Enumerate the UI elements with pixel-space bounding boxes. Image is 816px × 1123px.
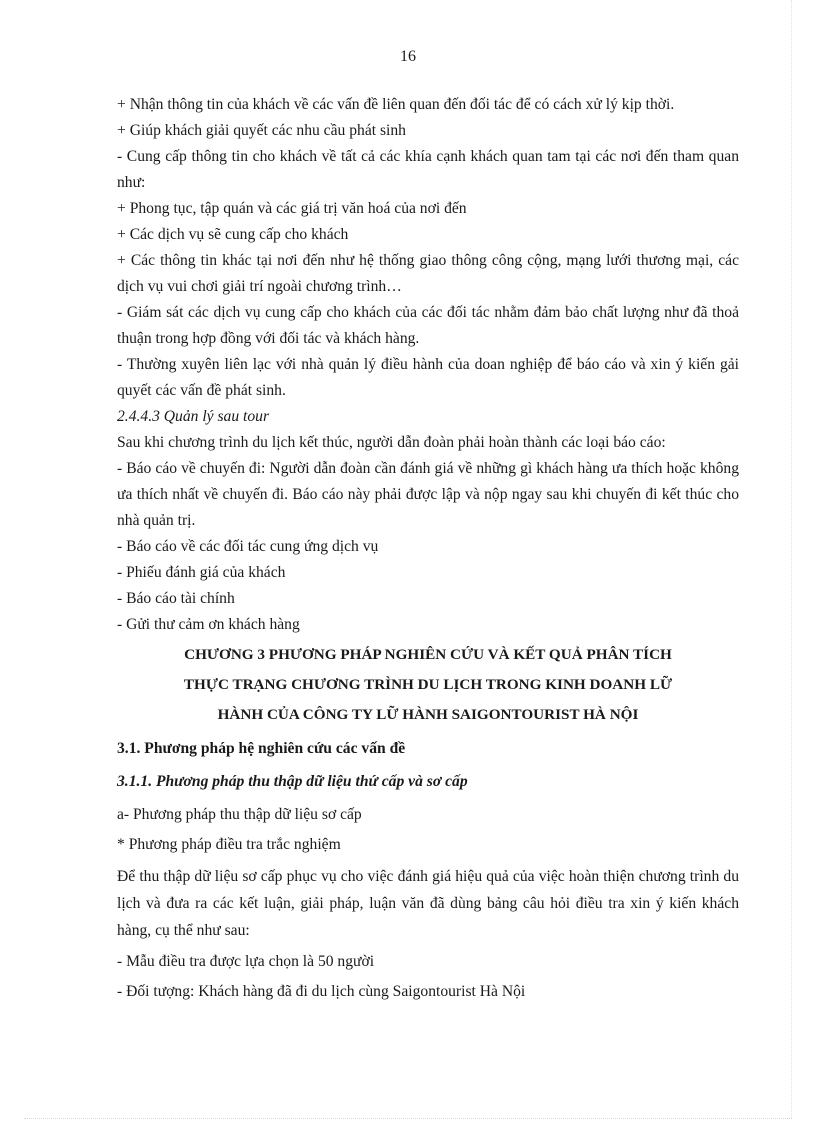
page-number: 16 [400,48,416,65]
paragraph: * Phương pháp điều tra trắc nghiệm [117,836,341,853]
paragraph: a- Phương pháp thu thập dữ liệu sơ cấp [117,806,362,823]
paragraph: - Gửi thư cảm ơn khách hàng [117,616,300,633]
paragraph: - Báo cáo về các đối tác cung ứng dịch vụ [117,538,379,555]
paragraph: - Giám sát các dịch vụ cung cấp cho khách của các đối tác nhằm đảm bảo chất lượng như đã thoả thuận trong hợp đồng với đối tác và khách hàng. [117,304,739,347]
paragraph: - Báo cáo về chuyến đi: Người dẫn đoàn cần đánh giá về những gì khách hàng ưa thích hoặc không ưa thích nhất về chuyến đi. Báo cáo này phải được lập và nộp ngay sau khi chuyến đi kết thúc cho nhà quản trị. [117,460,739,529]
chapter-title-line: THỰC TRẠNG CHƯƠNG TRÌNH DU LỊCH TRONG KINH DOANH LỮ [183,676,673,693]
section-heading-3-1: 3.1. Phương pháp hệ nghiên cứu các vấn đề [117,740,406,757]
paragraph: - Mẫu điều tra được lựa chọn là 50 người [117,953,375,970]
paragraph: + Phong tục, tập quán và các giá trị văn hoá của nơi đến [117,200,467,217]
paragraph: - Phiếu đánh giá của khách [117,564,286,581]
page-content [117,92,739,1007]
paragraph: - Cung cấp thông tin cho khách về tất cả các khía cạnh khách quan tam tại các nơi đến tham quan như: [117,148,739,191]
section-heading-3-1-1: 3.1.1. Phương pháp thu thập dữ liệu thứ cấp và sơ cấp [117,773,468,790]
page-margin-line [791,0,792,1118]
paragraph: + Các thông tin khác tại nơi đến như hệ thống giao thông công cộng, mạng lưới thương mại, các dịch vụ vui chơi giải trí ngoài chương trình… [117,252,739,295]
subheading-2-4-4-3: 2.4.4.3 Quản lý sau tour [117,408,270,425]
chapter-title-line: HÀNH CỦA CÔNG TY LỮ HÀNH SAIGONTOURIST HÀ NỘI [217,706,639,723]
paragraph: Để thu thập dữ liệu sơ cấp phục vụ cho việc đánh giá hiệu quả của việc hoàn thiện chương trình du lịch và đưa ra các kết luận, giải pháp, luận văn đã dùng bảng câu hỏi điều tra xin ý kiến khách hàng, cụ thể như sau: [117,868,739,939]
paragraph: + Nhận thông tin của khách về các vấn đề liên quan đến đối tác để có cách xử lý kịp thời. [117,96,675,113]
paragraph: Sau khi chương trình du lịch kết thúc, người dẫn đoàn phải hoàn thành các loại báo cáo: [117,434,666,451]
chapter-title [117,640,739,730]
chapter-title-line: CHƯƠNG 3 PHƯƠNG PHÁP NGHIÊN CỨU VÀ KẾT QUẢ PHÂN TÍCH [184,646,672,663]
paragraph: + Giúp khách giải quyết các nhu cầu phát sinh [117,122,406,139]
paragraph: - Đối tượng: Khách hàng đã đi du lịch cùng Saigontourist Hà Nội [117,983,526,1000]
paragraph: - Báo cáo tài chính [117,590,235,607]
paragraph: - Thường xuyên liên lạc với nhà quản lý điều hành của doan nghiệp để báo cáo và xin ý kiến gải quyết các vấn đề phát sinh. [117,356,739,399]
page-bottom-line [24,1118,792,1119]
paragraph: + Các dịch vụ sẽ cung cấp cho khách [117,226,349,243]
